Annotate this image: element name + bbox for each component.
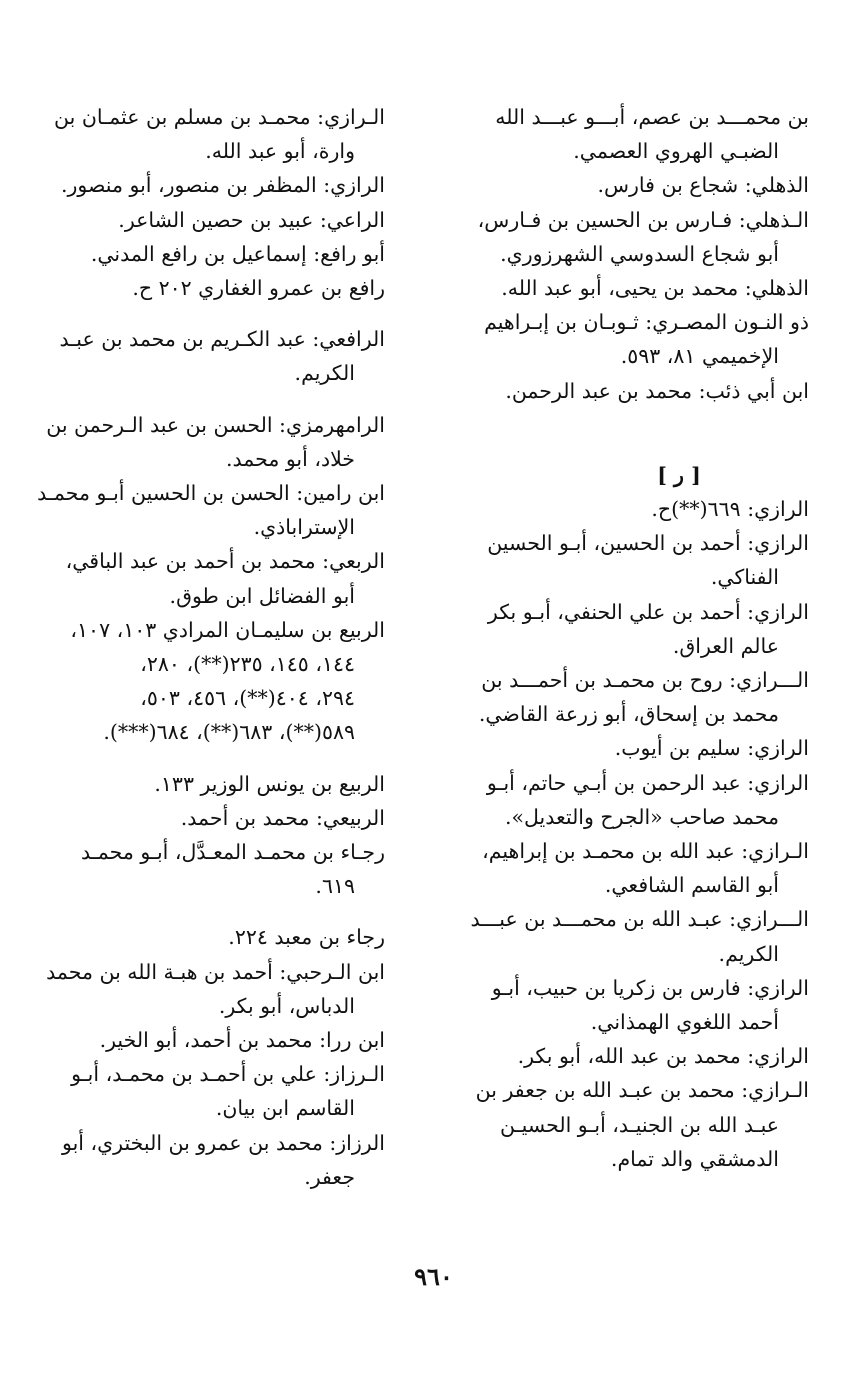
entry-line: الذهلي: شجاع بن فارس. xyxy=(597,173,809,198)
index-entry xyxy=(469,100,809,168)
entry-continuation-line: جعفر. xyxy=(304,1164,355,1189)
index-entry xyxy=(469,834,809,902)
entry-continuation-line: خلاد، أبو محمد. xyxy=(225,446,355,471)
entry-continuation-line: محمد بن إسحاق، أبو زرعة القاضي. xyxy=(478,702,779,727)
index-entry xyxy=(469,203,809,271)
entry-line: الربيعي: محمد بن أحمد. xyxy=(180,805,385,830)
index-entry xyxy=(57,168,385,202)
index-entry xyxy=(469,374,809,408)
entry-continuation-line: وارة، أبو عبد الله. xyxy=(205,139,355,164)
entry-line: الـذهلي: فـارس بن الحسين بن فـارس، xyxy=(477,207,809,232)
index-entry xyxy=(469,168,809,202)
entry-line: الراعي: عبيد بن حصين الشاعر. xyxy=(118,207,385,232)
index-entry xyxy=(469,1073,809,1176)
entry-line: الـرازي: عبد الله بن محمـد بن إبراهيم، xyxy=(482,839,809,864)
entry-line: الـــرازي: روح بن محمـد بن أحمـــد بن xyxy=(481,668,809,693)
entry-line: ابن رامين: الحسن بن الحسين أبـو محمـد xyxy=(37,481,385,506)
entry-continuation-line: ٢٩٤، ٤٠٤(**)، ٤٥٦، ٥٠٣، xyxy=(140,686,355,711)
index-entry xyxy=(57,203,385,237)
index-entry xyxy=(57,544,385,612)
index-entry xyxy=(57,271,385,305)
entry-continuation-line: الدمشقي والد تمام. xyxy=(610,1146,779,1171)
right-column xyxy=(469,100,809,1176)
entry-line: ابن أبي ذئب: محمد بن عبد الرحمن. xyxy=(505,378,809,403)
index-entry xyxy=(469,595,809,663)
entry-line: الرازي: محمد بن عبد الله، أبو بكر. xyxy=(517,1044,809,1069)
entry-line: أبو رافع: إسماعيل بن رافع المدني. xyxy=(90,241,385,266)
entry-line: الرازي: المظفر بن منصور، أبو منصور. xyxy=(61,173,385,198)
entry-line: ابن الـرحبي: أحمد بن هبـة الله بن محمد xyxy=(46,959,385,984)
index-entry xyxy=(57,1126,385,1194)
index-entry xyxy=(469,663,809,731)
entry-line: الرازي: ٦٦٩(**)ح. xyxy=(651,497,809,522)
index-entry xyxy=(469,271,809,305)
index-entry xyxy=(57,1023,385,1057)
entry-continuation-line: الدباس، أبو بكر. xyxy=(218,993,355,1018)
index-entry xyxy=(469,971,809,1039)
index-entry xyxy=(469,526,809,594)
entry-line: ابن ررا: محمد بن أحمد، أبو الخير. xyxy=(99,1028,385,1053)
index-entry xyxy=(57,1057,385,1125)
entry-line: الـرازي: محمـد بن مسلم بن عثمـان بن xyxy=(54,105,385,129)
entry-line: الذهلي: محمد بن يحيى، أبو عبد الله. xyxy=(501,276,809,301)
entry-continuation-line: محمد صاحب «الجرح والتعديل». xyxy=(504,804,779,829)
index-entry xyxy=(57,767,385,801)
entry-line: الرازي: أحمد بن علي الحنفي، أبـو بكر xyxy=(487,599,809,624)
index-entry xyxy=(46,408,385,476)
index-entry xyxy=(57,835,385,903)
index-entry xyxy=(54,100,385,168)
index-entry xyxy=(469,305,809,373)
entry-line: ذو النـون المصـري: ثـوبـان بن إبـراهيم xyxy=(484,310,809,335)
index-entry xyxy=(57,801,385,835)
entry-continuation-line: الإخميمي ٨١، ٥٩٣. xyxy=(620,344,779,369)
entry-continuation-line: عالم العراق. xyxy=(672,633,779,658)
entry-line: الـرازي: محمد بن عبـد الله بن جعفر بن xyxy=(475,1078,809,1103)
entry-line: رجـاء بن محمـد المعـدَّل، أبـو محمـد xyxy=(81,840,385,865)
index-entry xyxy=(57,237,385,271)
index-entry xyxy=(469,1039,809,1073)
entry-continuation-line: عبـد الله بن الجنيـد، أبـو الحسيـن xyxy=(500,1112,779,1137)
entry-continuation-line: الكريم. xyxy=(294,361,355,386)
section-heading: [ ر ] xyxy=(657,462,701,487)
page-number: ٩٦٠ xyxy=(414,1262,453,1291)
entry-line: الربيع بن يونس الوزير ١٣٣. xyxy=(154,771,385,796)
entry-line: الرازي: فارس بن زكريا بن حبيب، أبـو xyxy=(491,975,809,1000)
index-entry xyxy=(469,766,809,834)
entry-continuation-line: الضبـي الهروي العصمي. xyxy=(573,139,779,164)
entry-line: الرزاز: محمد بن عمرو بن البختري، أبو xyxy=(61,1130,385,1155)
entry-continuation-line: أحمد اللغوي الهمذاني. xyxy=(590,1010,779,1035)
entry-line: رجاء بن معبد ٢٢٤. xyxy=(228,925,385,950)
entry-continuation-line: القاسم ابن بيان. xyxy=(215,1096,355,1121)
entry-line: بن محمـــد بن عصم، أبـــو عبـــد الله xyxy=(495,105,809,129)
entry-continuation-line: الكريم. xyxy=(718,941,779,966)
entry-continuation-line: الفناكي. xyxy=(710,565,779,590)
entry-line: الرافعي: عبد الكـريم بن محمد بن عبـد xyxy=(59,327,385,352)
entry-continuation-line: أبو الفضائل ابن طوق. xyxy=(169,583,355,608)
index-entry xyxy=(469,731,809,765)
entry-continuation-line: ١٤٤، ١٤٥، ٢٣٥(**)، ٢٨٠، xyxy=(140,652,355,677)
index-entry xyxy=(469,902,809,970)
entry-continuation-line: ٥٨٩(**)، ٦٨٣(**)، ٦٨٤(***). xyxy=(103,720,355,745)
entry-line: الرازي: أحمد بن الحسين، أبـو الحسين xyxy=(487,531,809,556)
index-entry xyxy=(46,955,385,1023)
left-column xyxy=(37,100,385,1194)
index-entry xyxy=(57,322,385,390)
index-entry xyxy=(57,920,385,954)
entry-line: الربعي: محمد بن أحمد بن عبد الباقي، xyxy=(65,549,385,574)
index-entry xyxy=(57,613,385,750)
index-entry xyxy=(37,476,385,544)
entry-line: الرازي: عبد الرحمن بن أبـي حاتم، أبـو xyxy=(486,770,809,795)
index-entry xyxy=(469,492,809,526)
entry-continuation-line: الإستراباذي. xyxy=(253,515,355,540)
entry-line: الـرزاز: علي بن أحمـد بن محمـد، أبـو xyxy=(71,1062,385,1087)
entry-line: الرامهرمزي: الحسن بن عبد الـرحمن بن xyxy=(46,412,385,437)
entry-line: الرازي: سليم بن أيوب. xyxy=(614,736,809,761)
entry-continuation-line: أبو شجاع السدوسي الشهرزوري. xyxy=(500,241,779,266)
entry-continuation-line: ٦١٩. xyxy=(315,874,355,899)
entry-line: رافع بن عمرو الغفاري ٢٠٢ ح. xyxy=(132,276,385,301)
entry-line: الربيع بن سليمـان المرادي ١٠٣، ١٠٧، xyxy=(70,617,385,642)
entry-continuation-line: أبو القاسم الشافعي. xyxy=(604,873,779,898)
entry-line: الـــرازي: عبـد الله بن محمـــد بن عبـــد xyxy=(470,907,809,932)
